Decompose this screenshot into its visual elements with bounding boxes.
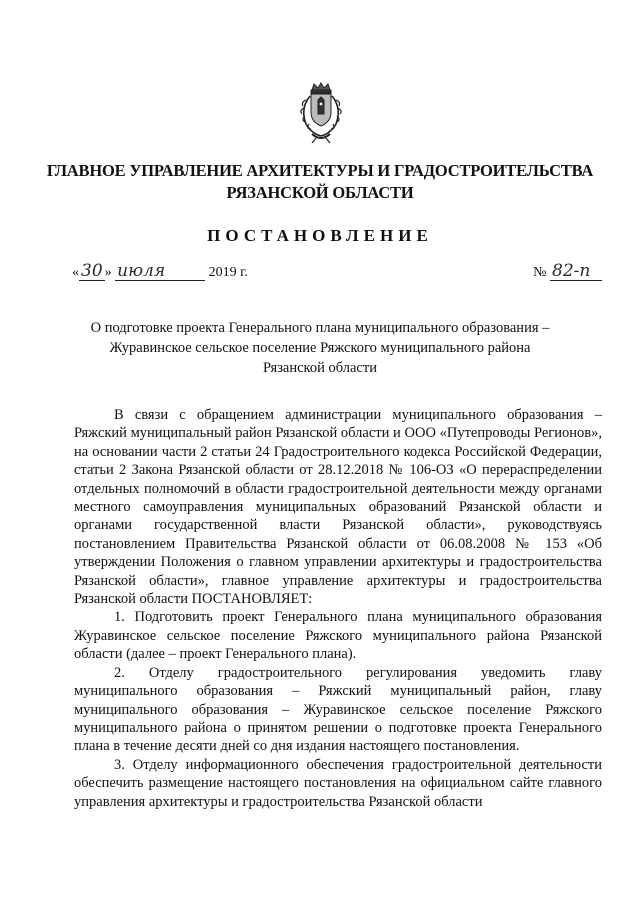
- organization-name: [40, 160, 600, 204]
- subject-line-3: Рязанской области: [263, 360, 377, 376]
- document-number: [533, 262, 602, 281]
- date-month: июля: [115, 262, 205, 281]
- org-line-1: ГЛАВНОЕ УПРАВЛЕНИЕ АРХИТЕКТУРЫ И ГРАДОСТРОИТЕЛЬСТВА: [46, 161, 594, 180]
- date-number-line: [72, 262, 602, 286]
- document-type-title: ПОСТАНОВЛЕНИЕ: [207, 226, 433, 245]
- ryazan-coat-of-arms-icon: [296, 82, 346, 144]
- document-subject: [90, 318, 550, 378]
- date-close-quote: »: [104, 265, 112, 280]
- subject-line-2: Журавинское сельское поселение Ряжского муниципального района: [109, 340, 531, 356]
- org-line-2: РЯЗАНСКОЙ ОБЛАСТИ: [226, 183, 414, 202]
- subject-line-1: О подготовке проекта Генерального плана муниципального образования –: [90, 320, 550, 336]
- date-day: 30: [81, 261, 103, 281]
- body-paragraph-item-1: 1. Подготовить проект Генерального плана муниципального образования Журавинское сельское поселение Ряжского муниципального района Рязанской области (далее – проект Генерального плана).: [74, 609, 602, 663]
- body-paragraph-item-3: 3. Отделу информационного обеспечения градостроительной деятельности обеспечить размещение настоящего постановления на официальном сайте главного управления архитектуры и градостроительства Рязанской области: [74, 756, 602, 810]
- date-open-quote: «: [72, 265, 79, 280]
- number-label: №: [533, 265, 547, 280]
- date-year: 2019 г.: [208, 265, 248, 280]
- body-paragraph-item-2: 2. Отделу градостроительного регулирования уведомить главу муниципального образования – Ряжский муниципальный район, главу муниципального образования – Журавинское сельское поселение Ряжского муниципального района о принятом решении о подготовке проекта Генерального плана в течение десяти дней со дня издания настоящего постановления.: [74, 664, 602, 755]
- document-date: [72, 262, 248, 281]
- number-value: 82-п: [550, 262, 602, 281]
- document-body: [74, 406, 602, 811]
- body-paragraph-preamble: В связи с обращением администрации муниципального образования – Ряжский муниципальный район Рязанской области и ООО «Путепроводы Регионов», на основании части 2 статьи 24 Градостроительного кодекса Российской Федерации, статьи 2 Закона Рязанской области от 28.12.2018 № 106-ОЗ «О перераспределении отдельных полномочий в области градостроительной деятельности между органами местного самоуправления муниципальных образований Рязанской области и органами государственной власти Рязанской области», руководствуясь постановлением Правительства Рязанской области от 06.08.2008 № 153 «Об утверждении Положения о главном управлении архитектуры и градостроительства Рязанской области», главное управление архитектуры и градостроительства Рязанской области ПОСТАНОВЛЯЕТ:: [74, 407, 602, 608]
